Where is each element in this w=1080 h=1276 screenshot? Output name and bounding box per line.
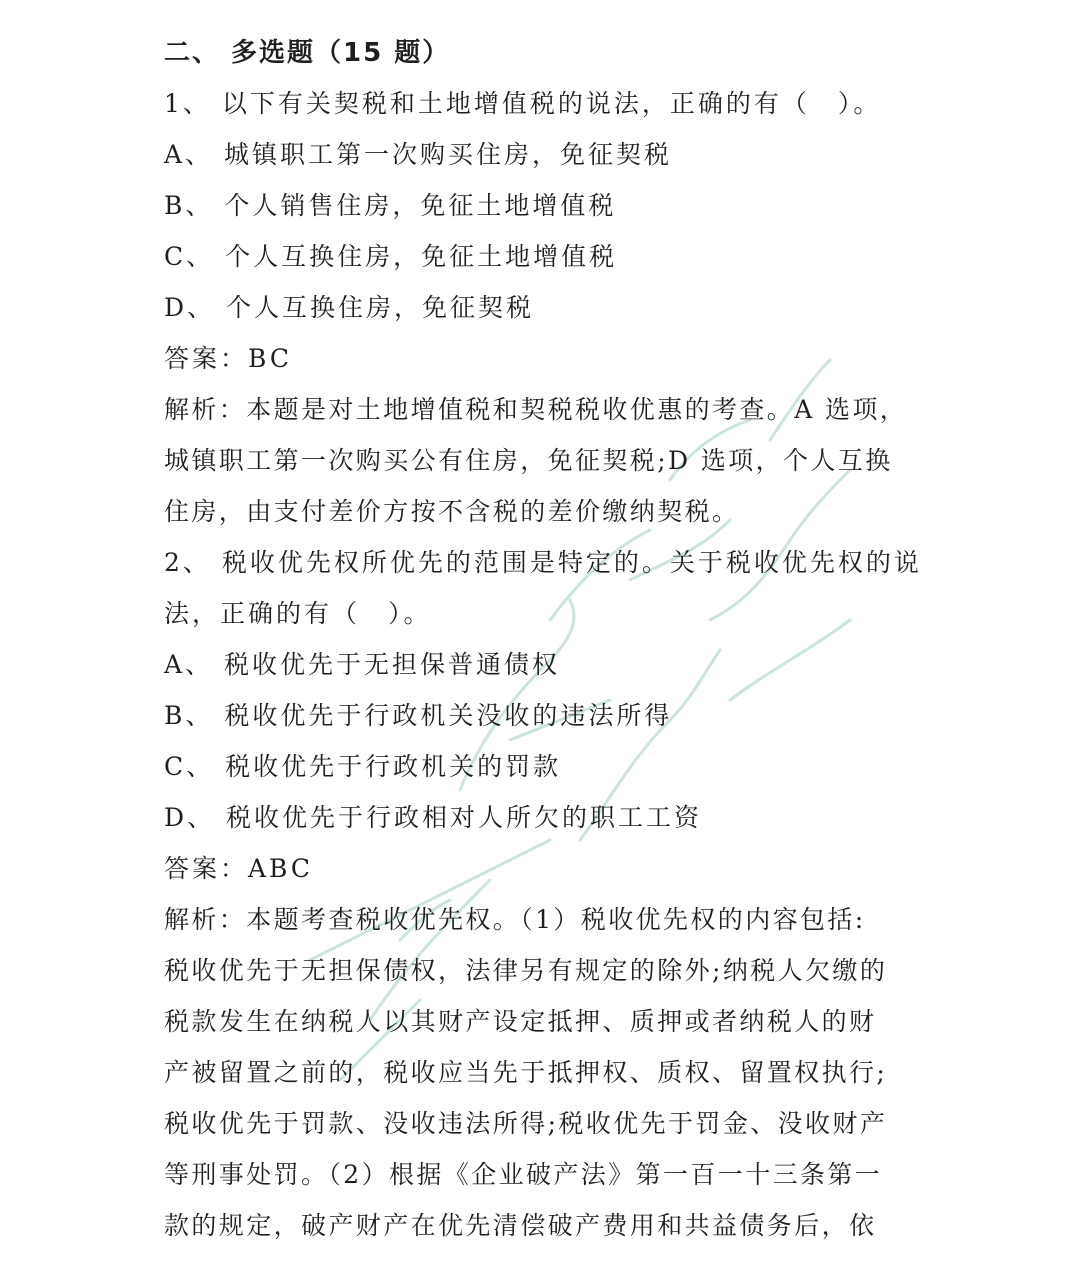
option-a: A、 税收优先于无担保普通债权: [164, 650, 561, 679]
analysis-line: 解析：本题是对土地增值税和契税税收优惠的考查。A 选项，: [164, 395, 908, 424]
question-stem: 法，正确的有（ ）。: [164, 599, 432, 628]
analysis: [164, 894, 924, 1251]
analysis-line: 税收优先于罚款、没收违法所得;税收优先于罚金、没收财产: [164, 1109, 888, 1138]
question-stem: 2、 税收优先权所优先的范围是特定的。关于税收优先权的说: [164, 548, 922, 577]
question-2: [164, 537, 924, 1251]
option-c: C、 个人互换住房，免征土地增值税: [164, 242, 618, 271]
analysis-line: 解析：本题考查税收优先权。（1）税收优先权的内容包括:: [164, 905, 866, 934]
analysis-line: 产被留置之前的，税收应当先于抵押权、质权、留置权执行;: [164, 1058, 888, 1087]
option-d: D、 税收优先于行政相对人所欠的职工工资: [164, 803, 702, 832]
option-c: C、 税收优先于行政机关的罚款: [164, 752, 562, 781]
analysis-line: 款的规定，破产财产在优先清偿破产费用和共益债务后，依: [164, 1211, 877, 1240]
option-b: B、 个人销售住房，免征土地增值税: [164, 191, 617, 220]
option-d: D、 个人互换住房，免征契税: [164, 293, 534, 322]
analysis-line: 税款发生在纳税人以其财产设定抵押、质押或者纳税人的财: [164, 1007, 877, 1036]
option-b: B、 税收优先于行政机关没收的违法所得: [164, 701, 673, 730]
document-page: [164, 28, 924, 1251]
analysis-line: 等刑事处罚。（2）根据《企业破产法》第一百一十三条第一: [164, 1160, 883, 1189]
answer: 答案：BC: [164, 344, 292, 373]
analysis: [164, 384, 924, 537]
analysis-line: 住房，由支付差价方按不含税的差价缴纳契税。: [164, 497, 740, 526]
option-a: A、 城镇职工第一次购买住房，免征契税: [164, 140, 673, 169]
answer: 答案：ABC: [164, 854, 314, 883]
analysis-line: 税收优先于无担保债权，法律另有规定的除外;纳税人欠缴的: [164, 956, 888, 985]
question-stem: 1、 以下有关契税和土地增值税的说法，正确的有（ ）。: [164, 89, 882, 118]
question-1: [164, 78, 924, 537]
analysis-line: 城镇职工第一次购买公有住房，免征契税;D 选项，个人互换: [164, 446, 893, 475]
section-title: 二、 多选题（15 题）: [164, 38, 451, 68]
